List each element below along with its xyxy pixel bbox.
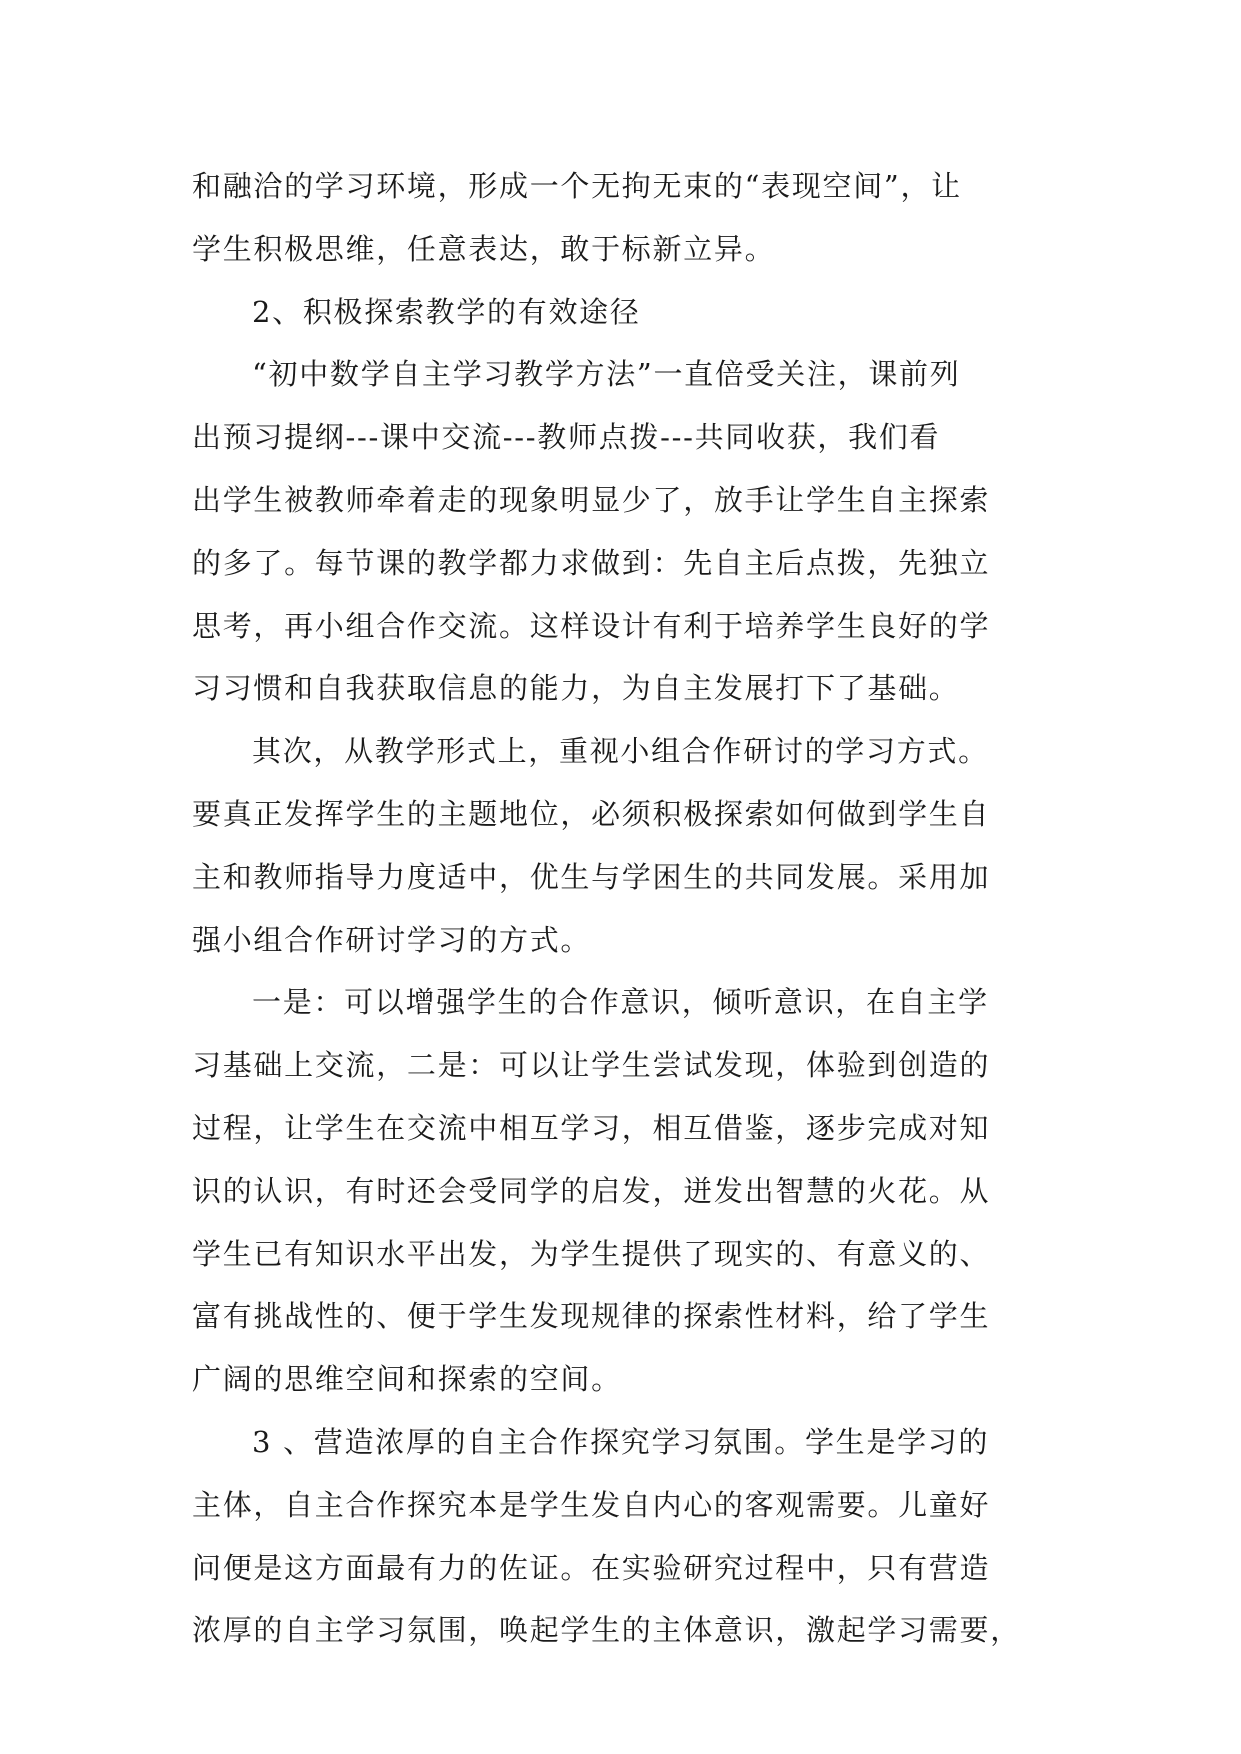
- text-line: 问便是这方面最有力的佐证。在实验研究过程中，只有营造: [192, 1550, 991, 1585]
- body-text: [192, 155, 1072, 1662]
- text-line: 过程，让学生在交流中相互学习，相互借鉴，逐步完成对知: [192, 1110, 991, 1145]
- text-line: 富有挑战性的、便于学生发现规律的探索性材料，给了学生: [192, 1299, 991, 1334]
- paragraph-start: 其次，从教学形式上，重视小组合作研讨的学习方式。: [252, 734, 989, 769]
- text-line: 浓厚的自主学习氛围，唤起学生的主体意识，激起学习需要，: [192, 1613, 1021, 1648]
- text-line: 出学生被教师牵着走的现象明显少了，放手让学生自主探索: [192, 482, 991, 517]
- paragraph-start: “初中数学自主学习教学方法”一直倍受关注，课前列: [252, 357, 961, 392]
- text-line: 主和教师指导力度适中，优生与学困生的共同发展。采用加: [192, 859, 991, 894]
- section-heading: 2、积极探索教学的有效途径: [252, 294, 641, 329]
- text-line: 思考，再小组合作交流。这样设计有利于培养学生良好的学: [192, 608, 991, 643]
- text-line: 学生已有知识水平出发，为学生提供了现实的、有意义的、: [192, 1236, 991, 1271]
- text-line: 识的认识，有时还会受同学的启发，迸发出智慧的火花。从: [192, 1173, 991, 1208]
- text-line: 出预习提纲---课中交流---教师点拨---共同收获，我们看: [192, 420, 941, 455]
- text-line: 和融洽的学习环境，形成一个无拘无束的“表现空间”，让: [192, 169, 962, 203]
- paragraph-start: 3 、营造浓厚的自主合作探究学习氛围。学生是学习的: [252, 1424, 990, 1459]
- text-line: 强小组合作研讨学习的方式。: [192, 922, 592, 957]
- text-line: 广阔的思维空间和探索的空间。: [192, 1362, 622, 1397]
- paragraph-start: 一是：可以增强学生的合作意识，倾听意识，在自主学: [252, 985, 989, 1020]
- text-line: 习基础上交流，二是：可以让学生尝试发现，体验到创造的: [192, 1048, 991, 1083]
- text-line: 学生积极思维，任意表达，敢于标新立异。: [192, 231, 776, 266]
- text-line: 的多了。每节课的教学都力求做到：先自主后点拨，先独立: [192, 545, 991, 580]
- text-line: 习习惯和自我获取信息的能力，为自主发展打下了基础。: [192, 671, 960, 706]
- text-line: 要真正发挥学生的主题地位，必须积极探索如何做到学生自: [192, 796, 991, 831]
- text-line: 主体，自主合作探究本是学生发自内心的客观需要。儿童好: [192, 1487, 991, 1522]
